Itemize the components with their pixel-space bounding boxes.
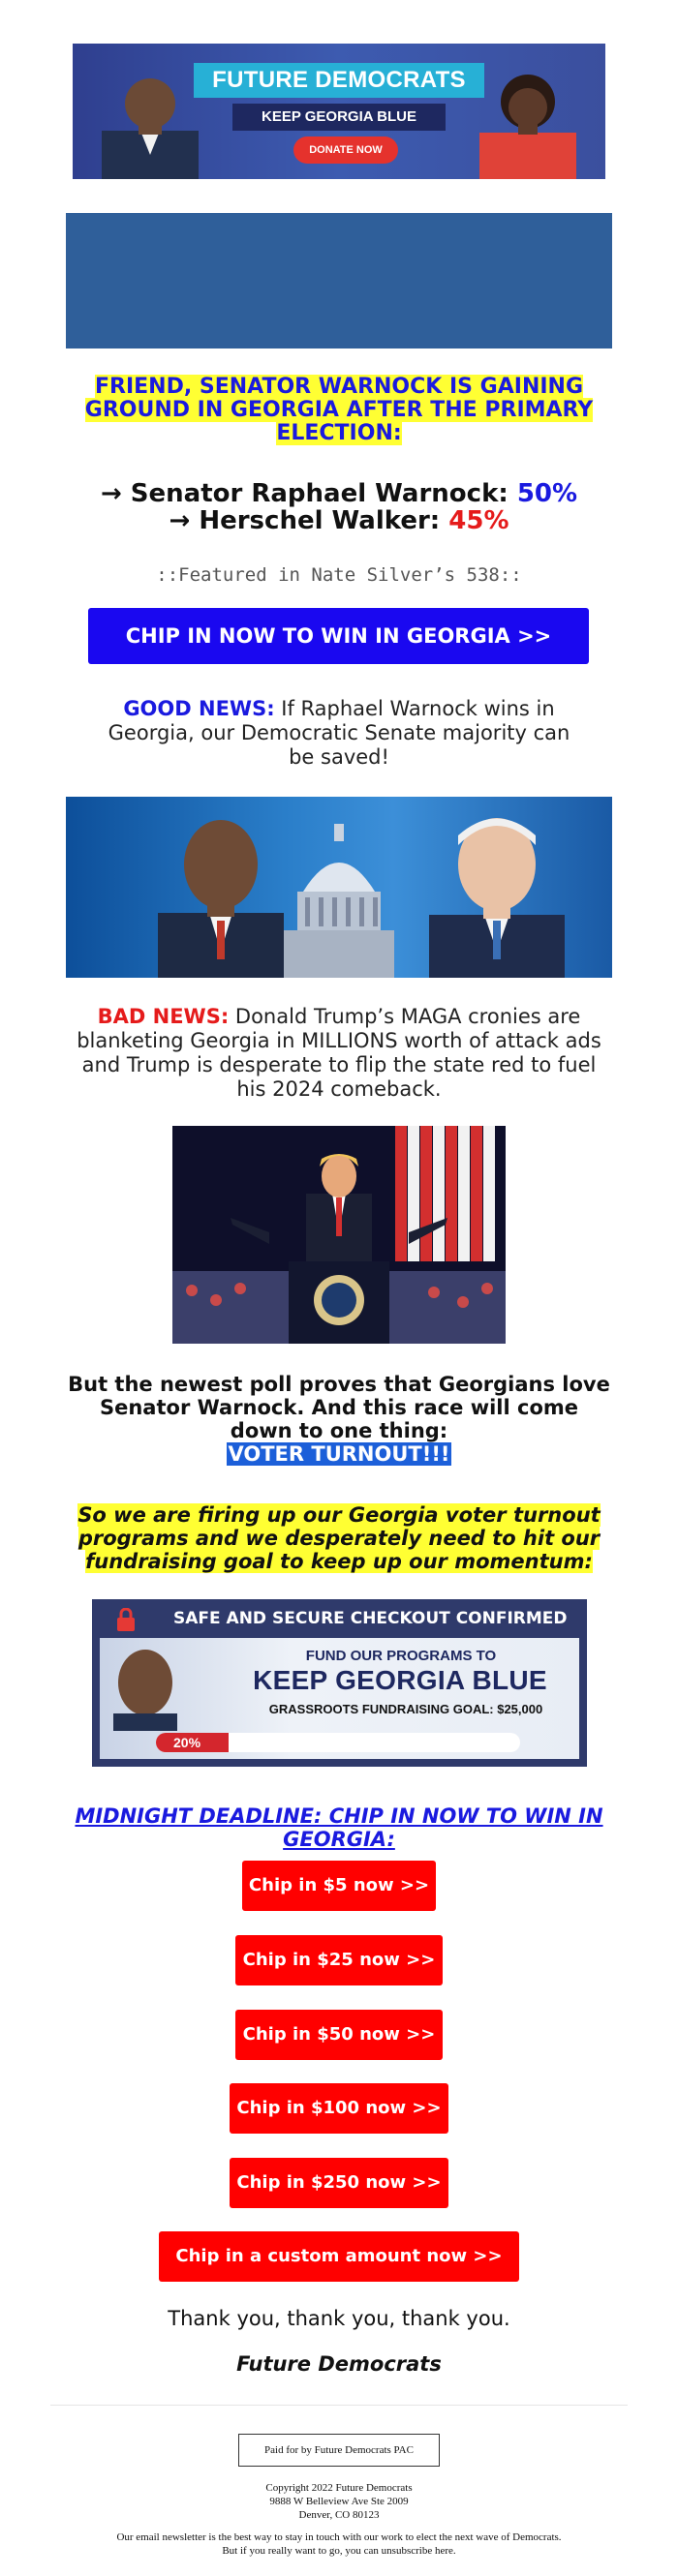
chip-100-button[interactable]: Chip in $100 now >> [230,2083,448,2134]
biden-photo-icon [424,806,570,978]
checkout-fund-label: FUND OUR PROGRAMS TO [305,1648,497,1664]
warnock-portrait-icon [92,63,208,179]
chip-50-button[interactable]: Chip in $50 now >> [235,2010,443,2060]
checkout-header: SAFE AND SECURE CHECKOUT CONFIRMED [92,1599,587,1638]
banner-title: FUTURE DEMOCRATS [194,63,484,98]
poll-row-walker: → Herschel Walker: 45% [169,506,509,535]
bad-news-text: BAD NEWS: Donald Trump’s MAGA cronies are blanketing Georgia in MILLIONS worth of attack ads and Trump is desperate to flip the state red to fuel his 2024 comeback. [77,1005,601,1101]
warnock-percent: 50% [516,479,578,508]
featured-line: ::Featured in Nate Silver’s 538:: [156,564,522,586]
abrams-portrait-icon [470,63,586,179]
lock-icon [115,1608,137,1631]
checkout-body [100,1638,579,1759]
chip-in-main-button[interactable]: CHIP IN NOW TO WIN IN GEORGIA >> [88,608,589,664]
secure-checkout-banner[interactable] [92,1599,587,1767]
checkout-goal: GRASSROOTS FUNDRAISING GOAL: $25,000 [268,1702,543,1716]
unsubscribe-line[interactable]: But if you really want to go, you can unsubscribe here. [222,2545,456,2557]
warnock-photo-icon [153,806,289,978]
voter-turnout-highlight: VOTER TURNOUT!!! [228,1442,450,1466]
fundraising-progress-bar [156,1733,520,1752]
chip-custom-button[interactable]: Chip in a custom amount now >> [159,2231,519,2282]
fundraising-progress-fill: 20% [156,1733,229,1752]
good-news-text: GOOD NEWS: If Raphael Warnock wins in Georgia, our Democratic Senate majority can be saved! [108,697,570,769]
banner-donate-button[interactable]: DONATE NOW [293,136,398,164]
warnock-biden-image[interactable] [66,797,612,978]
paid-for-box: Paid for by Future Democrats PAC [238,2434,440,2467]
headline: FRIEND, SENATOR WARNOCK IS GAINING GROUND IN GEORGIA AFTER THE PRIMARY ELECTION: [84,375,594,445]
capitol-dome-icon [284,824,394,978]
chip-5-button[interactable]: Chip in $5 now >> [242,1861,436,1911]
deadline-link[interactable]: MIDNIGHT DEADLINE: CHIP IN NOW TO WIN IN GEORGIA: [75,1804,603,1851]
walker-percent: 45% [448,506,509,535]
trump-rally-image[interactable] [172,1126,506,1344]
chip-25-button[interactable]: Chip in $25 now >> [235,1935,443,1985]
footer-address: Copyright 2022 Future Democrats 9888 W Belleview Ave Ste 2009 Denver, CO 80123 [265,2482,413,2521]
footer-divider [50,2405,628,2406]
footer-legal: Our email newsletter is the best way to stay in touch with our work to elect the next wave of Democrats. But if you really want to go, you can unsubscribe here. [68,2531,610,2558]
banner-subtitle: KEEP GEORGIA BLUE [232,104,446,131]
signoff: Future Democrats [236,2352,442,2376]
warnock-face-icon [108,1644,183,1731]
chip-250-button[interactable]: Chip in $250 now >> [230,2158,448,2208]
poll-proof-text: But the newest poll proves that Georgians love Senator Warnock. And this race will come down to one thing: VOTER TURNOUT!!! [68,1373,610,1466]
poll-row-warnock: → Senator Raphael Warnock: 50% [100,479,578,508]
image-placeholder [66,213,612,349]
header-banner[interactable] [73,44,605,179]
trump-rally-illustration-icon [172,1126,506,1344]
thanks-text: Thank you, thank you, thank you. [168,2307,510,2330]
poll-results [68,480,610,534]
checkout-keep-blue: KEEP GEORGIA BLUE [253,1665,547,1695]
fire-up-text: So we are firing up our Georgia voter turnout programs and we desperately need to hit our fundraising goal to keep up our momentum: [77,1503,601,1573]
